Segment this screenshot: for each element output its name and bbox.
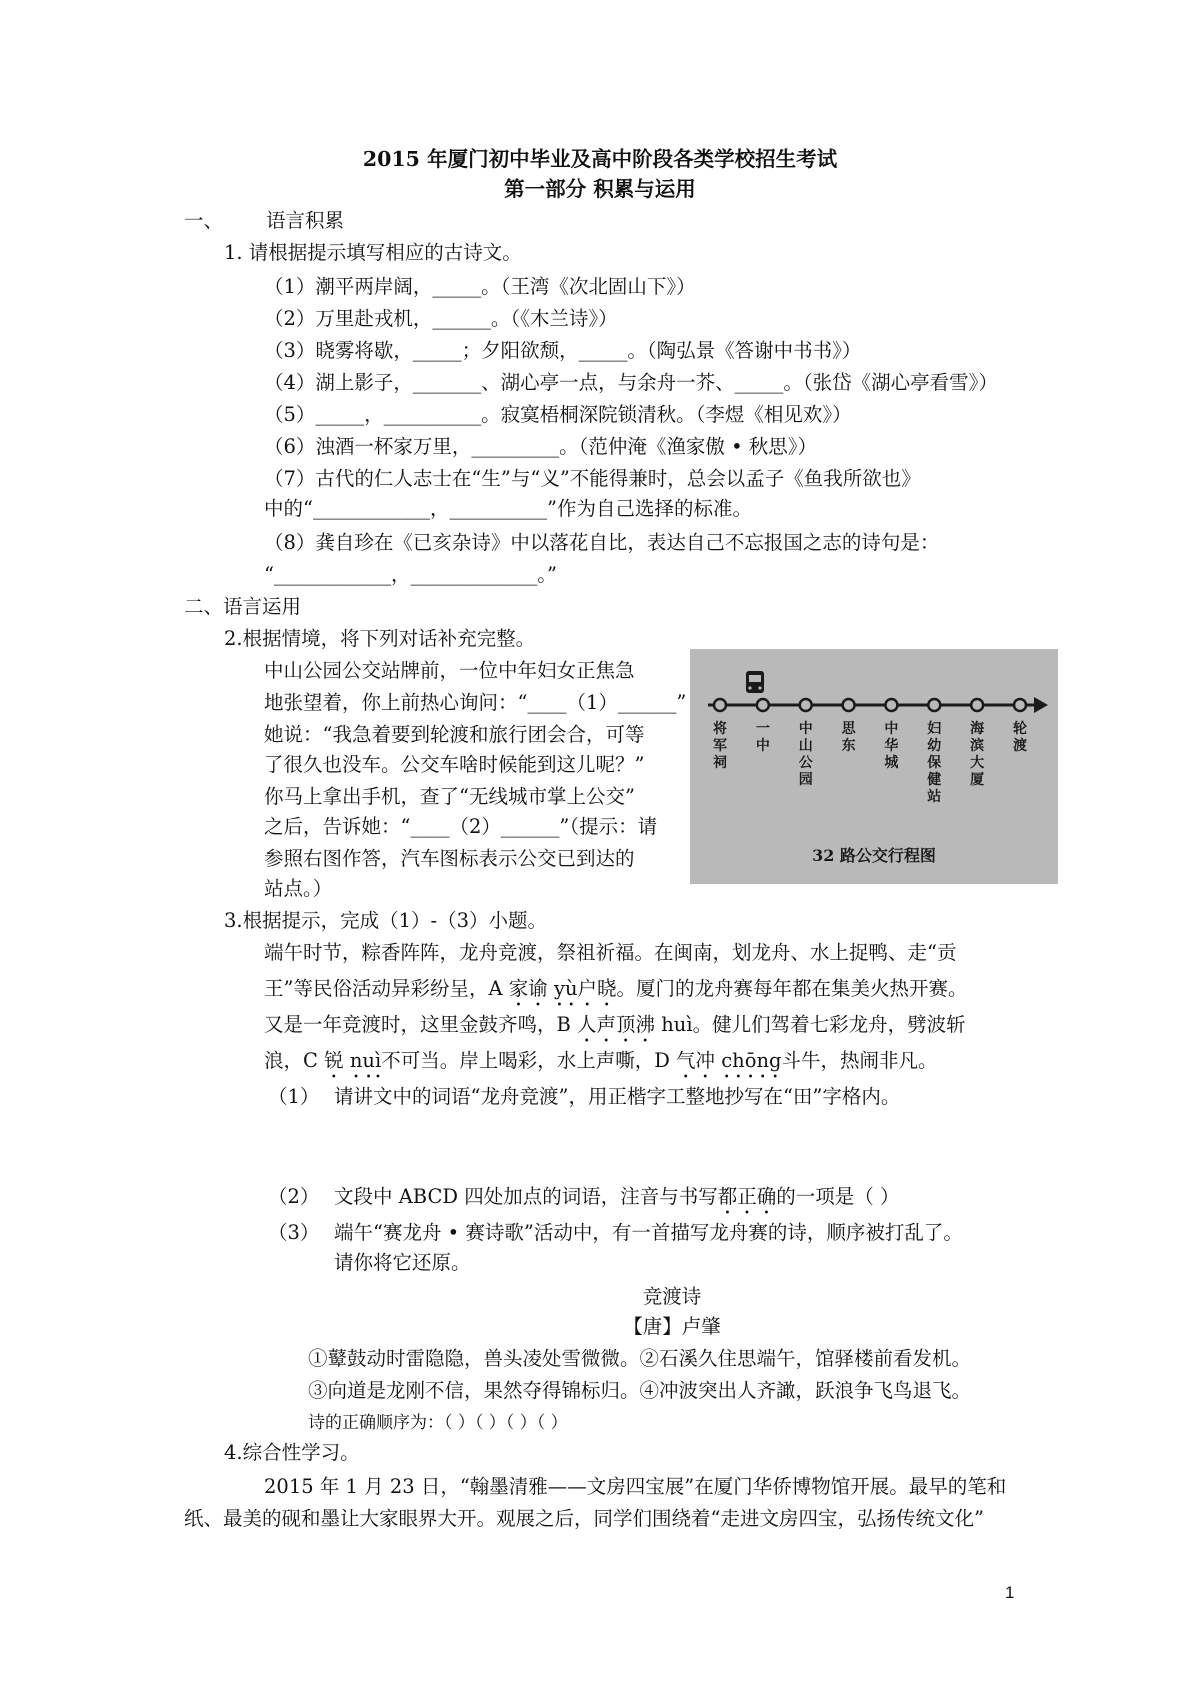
bus-stop-label: 大 bbox=[970, 755, 985, 771]
bus-stop-label: 山 bbox=[798, 738, 813, 754]
q3-text: 。健儿们驾着七彩龙舟，劈波斩 bbox=[692, 1013, 966, 1036]
poem-line: ③向道是龙刚不信，果然夺得锦标归。④冲波突出人齐譀，跃浪争飞鸟退飞。 bbox=[308, 1379, 972, 1402]
q1-item: 中的“____________，__________”作为自己选择的标准。 bbox=[264, 497, 752, 520]
sub3-text: 端午“赛龙舟 • 赛诗歌”活动中，有一首描写龙舟赛的诗，顺序被打乱了。 bbox=[334, 1221, 963, 1244]
q4-title: 4.综合性学习。 bbox=[224, 1441, 360, 1464]
bus-stop-label: 祠 bbox=[713, 755, 727, 771]
q1-item: （1）潮平两岸阔，_____。（王湾《次北固山下》） bbox=[264, 275, 696, 298]
q3-title: 3.根据提示，完成（1）-（3）小题。 bbox=[224, 909, 548, 932]
sub3-text: 请你将它还原。 bbox=[334, 1251, 471, 1274]
q2-line: 站点。） bbox=[264, 877, 333, 900]
poem-order: 诗的正确顺序为：（ ）（ ）（ ）（ ） bbox=[308, 1413, 568, 1433]
sub1-text: 请讲文中的词语“龙舟竞渡”，用正楷字工整地抄写在“田”字格内。 bbox=[334, 1085, 901, 1108]
bus-stop-label: 保 bbox=[927, 755, 942, 771]
q2-line: 参照右图作答，汽车图标表示公交已到达的 bbox=[264, 847, 635, 870]
poem-author: 【唐】卢肇 bbox=[623, 1315, 721, 1338]
part-title: 第一部分 积累与运用 bbox=[504, 177, 696, 201]
q2-line: 你马上拿出手机，查了“无线城市掌上公交” bbox=[264, 785, 635, 808]
q3-text: 不可当。岸上喝彩，水上声嘶，D bbox=[381, 1049, 677, 1072]
q3-passage-line bbox=[264, 1048, 938, 1083]
sub1-num: （1） bbox=[268, 1085, 320, 1108]
poem-line: ①鼙鼓动时雷隐隐，兽头凌处雪微微。②石溪久住思端午，馆驿楼前看发机。 bbox=[308, 1347, 972, 1370]
bus-stop-label: 健 bbox=[927, 772, 942, 788]
bus-map-caption: 32 路公交行程图 bbox=[812, 846, 936, 865]
bus-stop-label: 公 bbox=[798, 755, 813, 771]
term-b: 人声顶沸 bbox=[577, 1013, 656, 1036]
bus-stop-label: 渡 bbox=[1013, 738, 1027, 754]
q1-item: （7）古代的仁人志士在“生”与“义”不能得兼时，总会以孟子《鱼我所欲也》 bbox=[264, 467, 921, 490]
bus-stop-label: 中 bbox=[755, 738, 770, 754]
sub2-emphasis: 都正确 bbox=[717, 1185, 777, 1208]
bus-stop-label: 一 bbox=[755, 721, 770, 737]
bus-stop-label: 站 bbox=[927, 789, 942, 805]
bus-stop-marker bbox=[714, 699, 726, 711]
bus-stop-label: 将 bbox=[713, 721, 727, 737]
bus-icon bbox=[746, 671, 764, 693]
q3-text: 王”等民俗活动异彩纷呈，A bbox=[264, 977, 509, 1000]
q1-item: （3）晓雾将歇，_____；夕阳欲颓，_____。（陶弘景《答谢中书书》） bbox=[264, 339, 862, 362]
bus-stop-label: 中 bbox=[798, 721, 813, 737]
bus-stop-label: 妇 bbox=[927, 721, 942, 737]
poem-title: 竞渡诗 bbox=[642, 1285, 702, 1308]
section1-heading-num: 一、 bbox=[184, 209, 224, 232]
section2-heading: 二、语言运用 bbox=[184, 595, 302, 618]
bus-stop-label: 滨 bbox=[970, 738, 985, 754]
sub2-text-pre: 文段中 ABCD 四处加点的词语，注音与书写 bbox=[334, 1185, 718, 1208]
q3-passage-line bbox=[264, 976, 968, 1011]
q3-passage-line bbox=[264, 1012, 966, 1047]
q1-title: 1. 请根据提示填写相应的古诗文。 bbox=[224, 241, 522, 264]
bus-stop-marker bbox=[843, 699, 855, 711]
bus-stop-marker bbox=[928, 699, 940, 711]
term-c: 锐 nuì bbox=[324, 1049, 382, 1072]
q2-line: 中山公园公交站牌前，一位中年妇女正焦急 bbox=[264, 659, 635, 682]
bus-stop-label: 厦 bbox=[970, 772, 985, 788]
bus-stop-label: 思 bbox=[841, 721, 856, 737]
bus-stop-label: 军 bbox=[713, 738, 727, 754]
q2-title: 2.根据情境，将下列对话补充完整。 bbox=[224, 627, 536, 650]
bus-stop-marker bbox=[757, 699, 769, 711]
q3-text: 。厦门的龙舟赛每年都在集美火热开赛。 bbox=[616, 977, 968, 1000]
bus-stop-label: 轮 bbox=[1013, 721, 1027, 737]
bus-stop-marker bbox=[800, 699, 812, 711]
q2-line: 地张望着，你上前热心询问：“____（1）______” bbox=[264, 691, 687, 714]
bus-stop-label: 幼 bbox=[927, 738, 942, 754]
section1-heading: 语言积累 bbox=[266, 209, 345, 232]
q2-line: 她说：“我急着要到轮渡和旅行团会合，可等 bbox=[264, 723, 645, 746]
bus-stop-label: 城 bbox=[884, 755, 899, 771]
sub2-num: （2） bbox=[268, 1185, 320, 1208]
q3-text: huì bbox=[655, 1013, 693, 1036]
exam-title: 2015 年厦门初中毕业及高中阶段各类学校招生考试 bbox=[362, 147, 838, 171]
q4-line: 2015 年 1 月 23 日，“翰墨清雅——文房四宝展”在厦门华侨博物馆开展。最早的笔和 bbox=[264, 1475, 1007, 1498]
bus-stop-label: 中 bbox=[884, 721, 899, 737]
q1-item: （6）浊酒一杯家万里，_________。（范仲淹《渔家傲 • 秋思》） bbox=[264, 435, 818, 458]
q1-item: （5）_____，__________。寂寞梧桐深院锁清秋。（李煜《相见欢》） bbox=[264, 403, 852, 426]
bus-route-map bbox=[690, 649, 1058, 884]
sub2-text bbox=[334, 1184, 899, 1219]
bus-stop-label: 华 bbox=[884, 738, 899, 754]
bus-stop-label: 海 bbox=[970, 721, 985, 737]
bus-stop-label: 园 bbox=[798, 772, 813, 788]
bus-stop-marker bbox=[1014, 699, 1026, 711]
q2-line: 之后，告诉她：“____（2）______”（提示：请 bbox=[264, 815, 658, 838]
q1-item: “____________，_____________。” bbox=[264, 563, 557, 586]
q3-passage-line: 端午时节，粽香阵阵，龙舟竞渡，祭祖祈福。在闽南，划龙舟、水上捉鸭、走“贡 bbox=[264, 941, 957, 964]
term-a: 家谕 yù户晓 bbox=[508, 977, 617, 1000]
q3-text: 斗牛，热闹非凡。 bbox=[781, 1049, 938, 1072]
q3-text: 浪，C bbox=[264, 1049, 325, 1072]
q1-item: （2）万里赴戎机，______。（《木兰诗》） bbox=[264, 307, 618, 330]
term-d: 气冲 chōng bbox=[676, 1049, 782, 1072]
q3-text: 又是一年竞渡时，这里金鼓齐鸣，B bbox=[264, 1013, 578, 1036]
sub2-text-post: 的一项是（ ） bbox=[776, 1185, 900, 1208]
page-number: 1 bbox=[1005, 1583, 1015, 1602]
q2-line: 了很久也没车。公交车啥时候能到这儿呢？” bbox=[264, 753, 645, 776]
q1-item: （4）湖上影子，_______、湖心亭一点，与余舟一芥、_____。（张岱《湖心亭看雪》） bbox=[264, 371, 998, 394]
q1-item: （8）龚自珍在《已亥杂诗》中以落花自比，表达自己不忘报国之志的诗句是： bbox=[264, 531, 940, 554]
sub3-num: （3） bbox=[268, 1221, 320, 1244]
q4-line: 纸、最美的砚和墨让大家眼界大开。观展之后，同学们围绕着“走进文房四宝，弘扬传统文化” bbox=[184, 1507, 984, 1530]
bus-stop-label: 东 bbox=[841, 738, 856, 754]
bus-stop-marker bbox=[885, 699, 897, 711]
bus-stop-marker bbox=[971, 699, 983, 711]
